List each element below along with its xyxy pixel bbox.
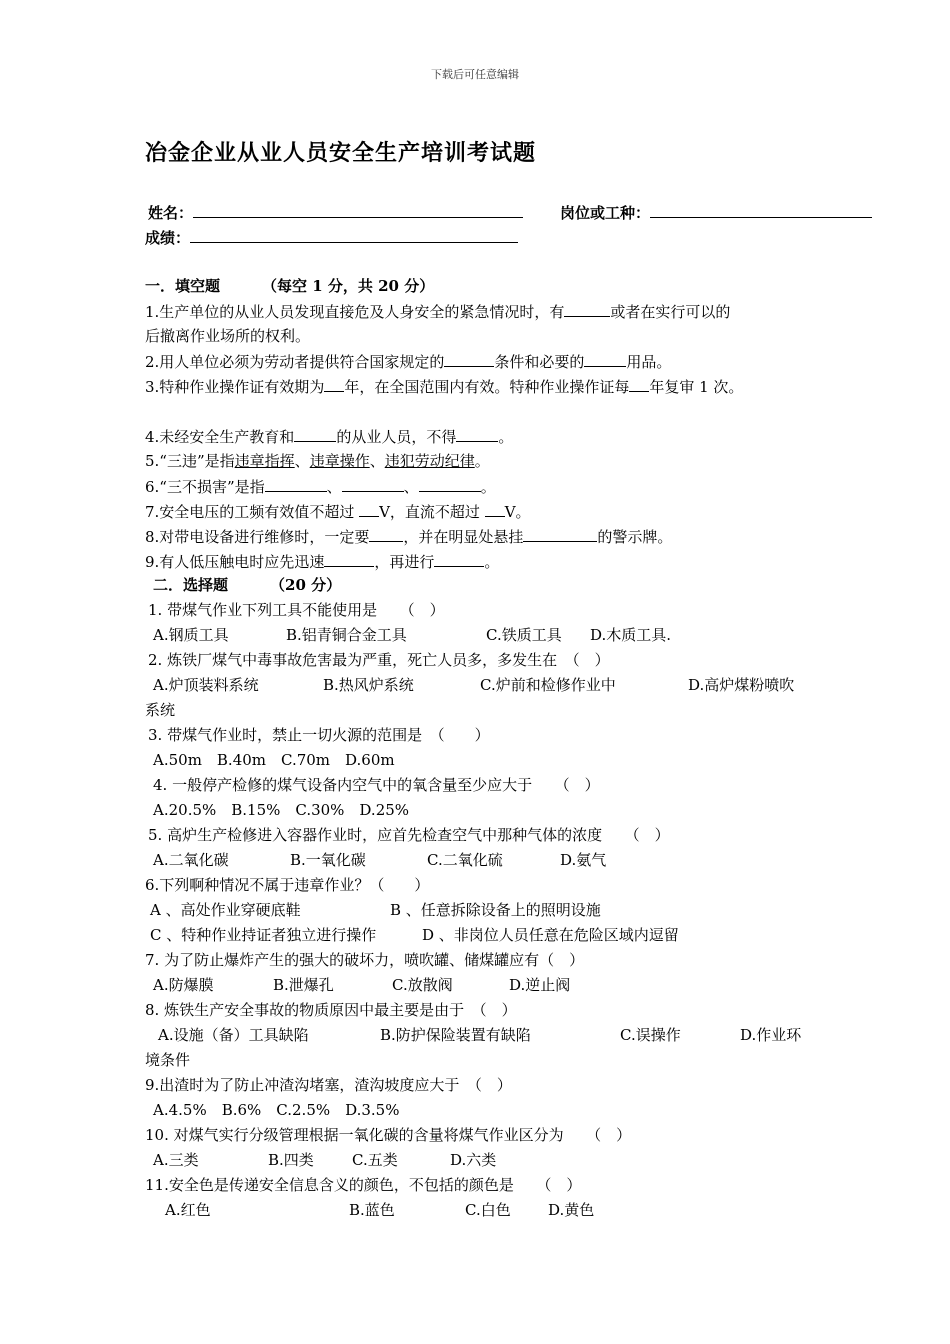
option-b[interactable]: B.防护保险装置有缺陷 xyxy=(380,1026,531,1044)
choice-q3-options: A.50m B.40m C.70m D.60m xyxy=(153,751,395,769)
option-c[interactable]: C.炉前和检修作业中 xyxy=(480,676,616,694)
fill-blank[interactable] xyxy=(324,551,374,567)
choice-q5: 5. 高炉生产检修进入容器作业时，应首先检查空气中那种气体的浓度 （ ） xyxy=(148,826,670,844)
option-d[interactable]: D.高炉煤粉喷吹 xyxy=(688,676,795,694)
fill-q1: 1.生产单位的从业人员发现直接危及人身安全的紧急情况时，有 或者在实行可以的 xyxy=(145,303,731,321)
choice-q4: 4. 一般停产检修的煤气设备内空气中的氧含量至少应大于 （ ） xyxy=(153,776,600,794)
fill-q3: 3.特种作业操作证有效期为 年，在全国范围内有效。特种作业操作证每 年复审 1 次。 xyxy=(145,378,744,396)
fill-q2: 2.用人单位必须为劳动者提供符合国家规定的 条件和必要的 用品。 xyxy=(145,353,672,371)
option-d[interactable]: D 、非岗位人员任意在危险区域内逗留 xyxy=(422,926,679,944)
header-note: 下载后可任意编辑 xyxy=(431,68,519,81)
choice-q8: 8. 炼铁生产安全事故的物质原因中最主要是由于 （ ） xyxy=(145,1001,517,1019)
fill-blank[interactable] xyxy=(564,301,610,317)
fill-blank[interactable] xyxy=(584,351,626,367)
choice-q7-options xyxy=(153,975,570,995)
section2-note: （20 分） xyxy=(270,576,342,594)
fill-q9: 9.有人低压触电时应先迅速 ，再进行 。 xyxy=(145,553,500,571)
choice-q8-cont: 境条件 xyxy=(145,1051,191,1069)
fill-blank[interactable] xyxy=(434,551,484,567)
option-d[interactable]: D.氨气 xyxy=(560,851,607,869)
fill-blank[interactable] xyxy=(359,501,379,517)
option-d[interactable]: D.木质工具. xyxy=(590,626,672,644)
choice-q2-cont: 系统 xyxy=(145,701,176,719)
name-field-row xyxy=(148,202,523,223)
section2-heading: 二．选择题 xyxy=(153,576,229,594)
option-c[interactable]: C.放散阀 xyxy=(392,976,453,994)
option-c[interactable]: C.白色 xyxy=(465,1201,511,1219)
option-d[interactable]: D.黄色 xyxy=(548,1201,595,1219)
choice-q5-options xyxy=(153,850,606,870)
fill-q6: 6.“三不损害”是指 、 、 。 xyxy=(145,478,496,496)
option-c[interactable]: C.误操作 xyxy=(620,1026,681,1044)
score-blank[interactable] xyxy=(190,227,518,243)
choice-q6-options-2 xyxy=(150,925,679,945)
choice-q7: 7. 为了防止爆炸产生的强大的破坏力，喷吹罐、储煤罐应有（ ） xyxy=(145,951,585,969)
option-b[interactable]: B.蓝色 xyxy=(349,1201,395,1219)
option-c[interactable]: C.二氧化硫 xyxy=(427,851,503,869)
option-c[interactable]: C.铁质工具 xyxy=(486,626,562,644)
name-label: 姓名： xyxy=(148,204,194,222)
option-b[interactable]: B.四类 xyxy=(268,1151,314,1169)
option-d[interactable]: D.逆止阀 xyxy=(509,976,571,994)
section1-heading: 一．填空题 xyxy=(145,277,221,295)
fill-blank[interactable] xyxy=(523,526,597,542)
choice-q10-options xyxy=(153,1150,496,1170)
option-a[interactable]: A.设施（备）工具缺陷 xyxy=(158,1026,309,1044)
choice-q1: 1. 带煤气作业下列工具不能使用是 （ ） xyxy=(148,601,445,619)
fill-blank[interactable] xyxy=(324,376,344,392)
choice-q8-options xyxy=(158,1025,801,1045)
option-a[interactable]: A.防爆膜 xyxy=(153,976,214,994)
page-title: 冶金企业从业人员安全生产培训考试题 xyxy=(145,140,537,166)
option-c[interactable]: C.五类 xyxy=(352,1151,398,1169)
fill-q1-cont: 后撤离作业场所的权利。 xyxy=(145,327,311,345)
option-a[interactable]: A.钢质工具 xyxy=(153,626,229,644)
choice-q2: 2. 炼铁厂煤气中毒事故危害最为严重，死亡人员多，多发生在 （ ） xyxy=(148,651,610,669)
section1-heading-row xyxy=(145,276,434,296)
option-a[interactable]: A.三类 xyxy=(153,1151,199,1169)
fill-q7: 7.安全电压的工频有效值不超过 V，直流不超过 V。 xyxy=(145,503,531,521)
fill-blank[interactable] xyxy=(485,501,505,517)
option-d[interactable]: D.作业环 xyxy=(740,1026,802,1044)
section1-note: （每空 1 分，共 20 分） xyxy=(262,277,435,295)
choice-q6: 6.下列啊种情况不属于违章作业？（ ） xyxy=(145,876,430,894)
fill-q5: 5.“三违”是指违章指挥、违章操作、违犯劳动纪律。 xyxy=(145,452,490,470)
choice-q10: 10. 对煤气实行分级管理根据一氧化碳的含量将煤气作业区分为 （ ） xyxy=(145,1126,632,1144)
option-a[interactable]: A 、高处作业穿硬底鞋 xyxy=(150,901,301,919)
section2-heading-row xyxy=(153,575,341,595)
option-c[interactable]: C 、特种作业持证者独立进行操作 xyxy=(150,926,377,944)
choice-q3: 3. 带煤气作业时，禁止一切火源的范围是 （ ） xyxy=(148,726,490,744)
score-field-row xyxy=(145,227,518,248)
fill-blank[interactable] xyxy=(629,376,649,392)
option-b[interactable]: B 、任意拆除设备上的照明设施 xyxy=(390,901,601,919)
choice-q9: 9.出渣时为了防止冲渣沟堵塞，渣沟坡度应大于 （ ） xyxy=(145,1076,512,1094)
option-b[interactable]: B.热风炉系统 xyxy=(323,676,414,694)
option-a[interactable]: A.二氧化碳 xyxy=(153,851,229,869)
fill-blank[interactable] xyxy=(265,476,327,492)
choice-q11-options xyxy=(165,1200,594,1220)
choice-q2-options xyxy=(153,675,794,695)
fill-q4: 4.未经安全生产教育和 的从业人员，不得 。 xyxy=(145,428,514,446)
option-d[interactable]: D.六类 xyxy=(450,1151,497,1169)
choice-q1-options xyxy=(153,625,671,645)
fill-blank[interactable] xyxy=(369,526,403,542)
choice-q4-options: A.20.5% B.15% C.30% D.25% xyxy=(153,801,410,819)
choice-q9-options: A.4.5% B.6% C.2.5% D.3.5% xyxy=(153,1101,400,1119)
choice-q6-options-1 xyxy=(150,900,601,920)
score-label: 成绩： xyxy=(145,229,191,247)
fill-q8: 8.对带电设备进行维修时，一定要 ，并在明显处悬挂 的警示牌。 xyxy=(145,528,673,546)
option-a[interactable]: A.红色 xyxy=(165,1201,211,1219)
fill-blank[interactable] xyxy=(294,426,336,442)
post-label: 岗位或工种： xyxy=(560,204,651,222)
fill-blank[interactable] xyxy=(444,351,494,367)
post-blank[interactable] xyxy=(650,202,872,218)
option-b[interactable]: B.泄爆孔 xyxy=(273,976,334,994)
fill-blank[interactable] xyxy=(419,476,481,492)
option-b[interactable]: B.一氧化碳 xyxy=(290,851,366,869)
fill-blank[interactable] xyxy=(342,476,404,492)
option-a[interactable]: A.炉顶装料系统 xyxy=(153,676,259,694)
name-blank[interactable] xyxy=(193,202,523,218)
choice-q11: 11.安全色是传递安全信息含义的颜色，不包括的颜色是 （ ） xyxy=(145,1176,582,1194)
post-field-row xyxy=(560,202,872,223)
option-b[interactable]: B.铝青铜合金工具 xyxy=(286,626,407,644)
fill-blank[interactable] xyxy=(456,426,498,442)
